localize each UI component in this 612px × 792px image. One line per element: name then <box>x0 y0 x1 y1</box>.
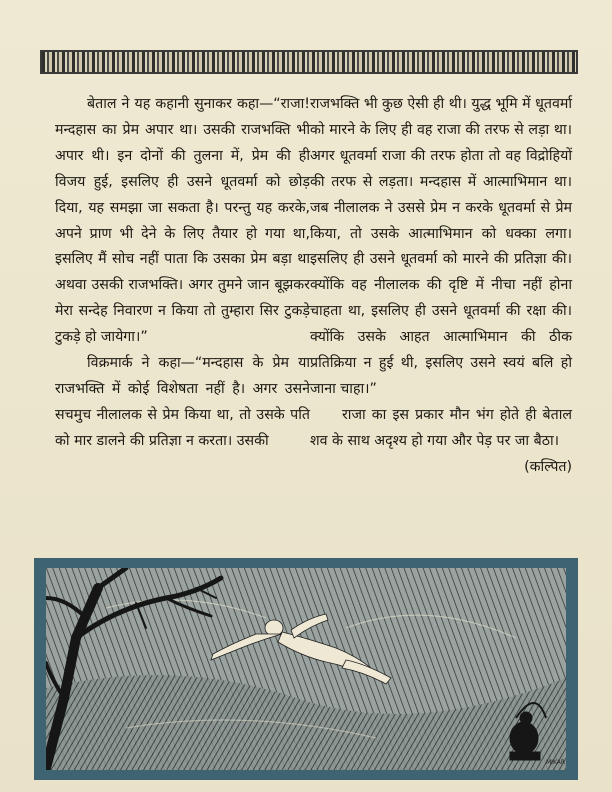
flying-figure-illustration <box>46 568 566 770</box>
paragraph-betal-speech: बेताल ने यह कहानी सुनाकर कहा—“राजा! मन्दहास का प्रेम अपार था। उसकी राजभक्ति भी अपार थी। इन दोनों की तुलना में, प्रेम की ही विजय हुई, इसलिए ही उसने धूतवर्मा को छोड़ दिया, यह समझा जा सकता है। परन्तु यह करके, अपने प्राण भी देने के लिए तैयार हो गया था, इसलिए मैं सोच नहीं पाता कि उसका प्रेम बड़ा था अथवा उसकी राजभक्ति। अगर तुमने जान बूझकर मेरा सन्देह निवारण न किया तो तुम्हारा सिर टुकड़े टुकड़े हो जायेगा।” <box>55 96 310 346</box>
attribution-fictional: (कल्पित) <box>524 458 572 475</box>
paragraph-reply-continued: राजभक्ति भी कुछ ऐसी ही थी। युद्ध भूमि में धूतवर्मा को मारने के लिए ही वह राजा की तरफ से लड़ा था। अगर धूतवर्मा राजा की तरफ होता तो वह विद्रोहियों की तरफ से लड़ता। मन्दहास में आत्माभिमान था। जब नीलालक ने उससे प्रेम न करके धूतवर्मा से प्रेम किया, तो उसके आत्माभिमान को धक्का लगा। इसलिए ही उसने धूतवर्मा को मारने की प्रतिज्ञा की। क्योंकि वह नीलालक की दृष्टि में नीचा नहीं होना चाहता था, इसलिए ही उसने धूतवर्मा की रक्षा की। क्योंकि उसके आहत आत्माभिमान की ठीक प्रतिक्रिया न हुई थी, इसलिए उसने स्वयं बलि हो जाना चाहा।” <box>310 96 572 397</box>
artist-signature: MIKAR <box>546 759 566 766</box>
illustration-frame <box>34 558 578 780</box>
paragraph-vikramark-reply: विक्रमार्क ने कहा—“मन्दहास के प्रेम या राजभक्ति में कोई विशेषता नहीं है। अगर उसने सचमुच नीलालक से प्रेम किया था, तो उसके पति को मार डालने की प्रतिज्ञा न करता। उसकी <box>55 355 310 449</box>
left-text-column <box>55 92 310 455</box>
paragraph-ending: राजा का इस प्रकार मौन भंग होते ही बेताल शव के साथ अदृश्य हो गया और पेड़ पर जा बैठा। <box>310 406 572 449</box>
right-text-column <box>310 92 572 481</box>
decorative-header-border <box>40 50 578 74</box>
